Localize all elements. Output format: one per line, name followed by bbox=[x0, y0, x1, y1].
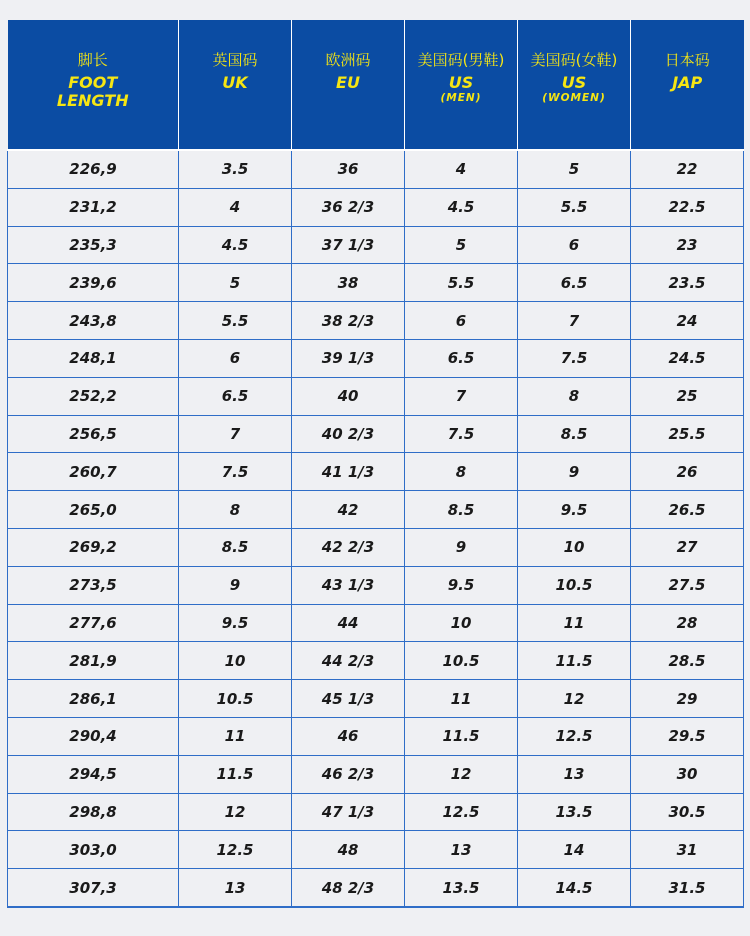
cell-foot-length: 252,2 bbox=[8, 377, 179, 415]
cell-us-women: 6.5 bbox=[518, 264, 631, 302]
cell-uk: 12.5 bbox=[179, 831, 292, 869]
cell-us-men: 4 bbox=[405, 150, 518, 188]
cell-jap: 29 bbox=[631, 680, 744, 718]
cell-jap: 26 bbox=[631, 453, 744, 491]
table-row bbox=[8, 680, 744, 718]
table-row bbox=[8, 869, 744, 907]
cell-jap: 27.5 bbox=[631, 566, 744, 604]
table-row bbox=[8, 302, 744, 340]
table-row bbox=[8, 491, 744, 529]
cell-uk: 4 bbox=[179, 188, 292, 226]
cell-eu: 39 1/3 bbox=[292, 339, 405, 377]
cell-jap: 30 bbox=[631, 755, 744, 793]
cell-us-men: 11 bbox=[405, 680, 518, 718]
cell-us-women: 9.5 bbox=[518, 491, 631, 529]
table-row bbox=[8, 264, 744, 302]
cell-us-women: 12.5 bbox=[518, 717, 631, 755]
cell-jap: 23.5 bbox=[631, 264, 744, 302]
cell-us-women: 10 bbox=[518, 528, 631, 566]
header-sub-label: (MEN) bbox=[440, 92, 482, 104]
cell-eu: 40 bbox=[292, 377, 405, 415]
cell-us-women: 8.5 bbox=[518, 415, 631, 453]
cell-uk: 8.5 bbox=[179, 528, 292, 566]
cell-us-men: 12.5 bbox=[405, 793, 518, 831]
header-cn-label: 脚长 bbox=[77, 51, 108, 69]
cell-eu: 37 1/3 bbox=[292, 226, 405, 264]
cell-us-women: 7 bbox=[518, 302, 631, 340]
cell-uk: 13 bbox=[179, 869, 292, 907]
cell-uk: 12 bbox=[179, 793, 292, 831]
cell-uk: 8 bbox=[179, 491, 292, 529]
header-row bbox=[8, 20, 744, 150]
cell-jap: 24 bbox=[631, 302, 744, 340]
cell-us-men: 7.5 bbox=[405, 415, 518, 453]
cell-foot-length: 239,6 bbox=[8, 264, 179, 302]
header-en-label-line2: LENGTH bbox=[56, 91, 129, 110]
cell-jap: 30.5 bbox=[631, 793, 744, 831]
table-row bbox=[8, 642, 744, 680]
cell-foot-length: 303,0 bbox=[8, 831, 179, 869]
cell-foot-length: 290,4 bbox=[8, 717, 179, 755]
cell-eu: 44 bbox=[292, 604, 405, 642]
cell-eu: 48 bbox=[292, 831, 405, 869]
cell-uk: 6 bbox=[179, 339, 292, 377]
cell-eu: 40 2/3 bbox=[292, 415, 405, 453]
cell-uk: 11 bbox=[179, 717, 292, 755]
header-jap bbox=[631, 20, 744, 150]
cell-foot-length: 231,2 bbox=[8, 188, 179, 226]
cell-foot-length: 235,3 bbox=[8, 226, 179, 264]
table-row bbox=[8, 226, 744, 264]
cell-us-women: 6 bbox=[518, 226, 631, 264]
header-cn-label: 欧洲码 bbox=[325, 51, 371, 69]
cell-jap: 25.5 bbox=[631, 415, 744, 453]
cell-foot-length: 277,6 bbox=[8, 604, 179, 642]
cell-us-men: 11.5 bbox=[405, 717, 518, 755]
cell-us-men: 13.5 bbox=[405, 869, 518, 907]
cell-us-women: 14 bbox=[518, 831, 631, 869]
cell-us-men: 12 bbox=[405, 755, 518, 793]
cell-eu: 48 2/3 bbox=[292, 869, 405, 907]
cell-foot-length: 226,9 bbox=[8, 150, 179, 188]
cell-eu: 42 bbox=[292, 491, 405, 529]
table-row bbox=[8, 188, 744, 226]
cell-foot-length: 243,8 bbox=[8, 302, 179, 340]
cell-us-men: 6 bbox=[405, 302, 518, 340]
cell-eu: 36 2/3 bbox=[292, 188, 405, 226]
header-cn-label: 英国码 bbox=[212, 51, 258, 69]
cell-us-men: 4.5 bbox=[405, 188, 518, 226]
cell-foot-length: 281,9 bbox=[8, 642, 179, 680]
cell-us-women: 5 bbox=[518, 150, 631, 188]
cell-us-men: 8.5 bbox=[405, 491, 518, 529]
header-cn-label: 美国码(女鞋) bbox=[530, 51, 618, 69]
cell-us-men: 13 bbox=[405, 831, 518, 869]
header-sub-label: (WOMEN) bbox=[542, 92, 606, 104]
cell-jap: 22 bbox=[631, 150, 744, 188]
cell-eu: 38 bbox=[292, 264, 405, 302]
cell-foot-length: 260,7 bbox=[8, 453, 179, 491]
cell-us-men: 7 bbox=[405, 377, 518, 415]
cell-eu: 42 2/3 bbox=[292, 528, 405, 566]
header-foot-length bbox=[8, 20, 179, 150]
cell-jap: 28 bbox=[631, 604, 744, 642]
cell-foot-length: 298,8 bbox=[8, 793, 179, 831]
table-row bbox=[8, 566, 744, 604]
cell-us-women: 14.5 bbox=[518, 869, 631, 907]
cell-uk: 5 bbox=[179, 264, 292, 302]
header-en-label: EU bbox=[336, 73, 360, 92]
cell-uk: 7 bbox=[179, 415, 292, 453]
cell-foot-length: 256,5 bbox=[8, 415, 179, 453]
cell-foot-length: 294,5 bbox=[8, 755, 179, 793]
cell-us-women: 13 bbox=[518, 755, 631, 793]
header-en-label: JAP bbox=[672, 73, 703, 92]
table-row bbox=[8, 339, 744, 377]
cell-eu: 46 bbox=[292, 717, 405, 755]
cell-eu: 45 1/3 bbox=[292, 680, 405, 718]
cell-jap: 31.5 bbox=[631, 869, 744, 907]
table-row bbox=[8, 793, 744, 831]
cell-us-women: 7.5 bbox=[518, 339, 631, 377]
cell-us-women: 8 bbox=[518, 377, 631, 415]
cell-jap: 28.5 bbox=[631, 642, 744, 680]
cell-uk: 10.5 bbox=[179, 680, 292, 718]
cell-jap: 25 bbox=[631, 377, 744, 415]
table-row bbox=[8, 755, 744, 793]
cell-uk: 7.5 bbox=[179, 453, 292, 491]
cell-us-women: 11 bbox=[518, 604, 631, 642]
size-chart-header bbox=[8, 20, 744, 150]
header-cn-label: 日本码 bbox=[664, 51, 710, 69]
cell-us-men: 5.5 bbox=[405, 264, 518, 302]
header-us-men bbox=[405, 20, 518, 150]
cell-uk: 6.5 bbox=[179, 377, 292, 415]
cell-uk: 9.5 bbox=[179, 604, 292, 642]
cell-us-women: 13.5 bbox=[518, 793, 631, 831]
cell-us-men: 9.5 bbox=[405, 566, 518, 604]
cell-jap: 22.5 bbox=[631, 188, 744, 226]
cell-eu: 41 1/3 bbox=[292, 453, 405, 491]
cell-us-men: 10.5 bbox=[405, 642, 518, 680]
table-row bbox=[8, 453, 744, 491]
table-row bbox=[8, 604, 744, 642]
cell-us-women: 12 bbox=[518, 680, 631, 718]
cell-us-men: 5 bbox=[405, 226, 518, 264]
cell-jap: 24.5 bbox=[631, 339, 744, 377]
cell-foot-length: 265,0 bbox=[8, 491, 179, 529]
cell-us-women: 11.5 bbox=[518, 642, 631, 680]
cell-us-men: 6.5 bbox=[405, 339, 518, 377]
cell-us-men: 9 bbox=[405, 528, 518, 566]
cell-foot-length: 269,2 bbox=[8, 528, 179, 566]
cell-uk: 5.5 bbox=[179, 302, 292, 340]
cell-uk: 11.5 bbox=[179, 755, 292, 793]
table-row bbox=[8, 415, 744, 453]
table-row bbox=[8, 377, 744, 415]
cell-eu: 43 1/3 bbox=[292, 566, 405, 604]
table-row bbox=[8, 528, 744, 566]
header-en-label: US bbox=[561, 73, 587, 92]
table-row bbox=[8, 831, 744, 869]
cell-us-women: 5.5 bbox=[518, 188, 631, 226]
cell-eu: 36 bbox=[292, 150, 405, 188]
header-en-label: US bbox=[448, 73, 474, 92]
cell-us-men: 10 bbox=[405, 604, 518, 642]
header-en-label: FOOT bbox=[68, 73, 118, 92]
cell-us-women: 9 bbox=[518, 453, 631, 491]
cell-jap: 23 bbox=[631, 226, 744, 264]
header-cn-label: 美国码(男鞋) bbox=[417, 51, 505, 69]
cell-foot-length: 248,1 bbox=[8, 339, 179, 377]
table-row bbox=[8, 150, 744, 188]
cell-eu: 47 1/3 bbox=[292, 793, 405, 831]
cell-jap: 31 bbox=[631, 831, 744, 869]
header-en-label: UK bbox=[222, 73, 248, 92]
cell-foot-length: 273,5 bbox=[8, 566, 179, 604]
cell-foot-length: 286,1 bbox=[8, 680, 179, 718]
cell-uk: 10 bbox=[179, 642, 292, 680]
header-us-women bbox=[518, 20, 631, 150]
header-eu bbox=[292, 20, 405, 150]
cell-jap: 26.5 bbox=[631, 491, 744, 529]
cell-eu: 46 2/3 bbox=[292, 755, 405, 793]
cell-jap: 29.5 bbox=[631, 717, 744, 755]
table-row bbox=[8, 717, 744, 755]
cell-uk: 4.5 bbox=[179, 226, 292, 264]
header-uk bbox=[179, 20, 292, 150]
cell-uk: 3.5 bbox=[179, 150, 292, 188]
cell-us-women: 10.5 bbox=[518, 566, 631, 604]
size-chart-body bbox=[8, 150, 744, 907]
cell-uk: 9 bbox=[179, 566, 292, 604]
size-chart-table bbox=[7, 20, 744, 908]
cell-jap: 27 bbox=[631, 528, 744, 566]
cell-eu: 38 2/3 bbox=[292, 302, 405, 340]
cell-foot-length: 307,3 bbox=[8, 869, 179, 907]
cell-us-men: 8 bbox=[405, 453, 518, 491]
cell-eu: 44 2/3 bbox=[292, 642, 405, 680]
